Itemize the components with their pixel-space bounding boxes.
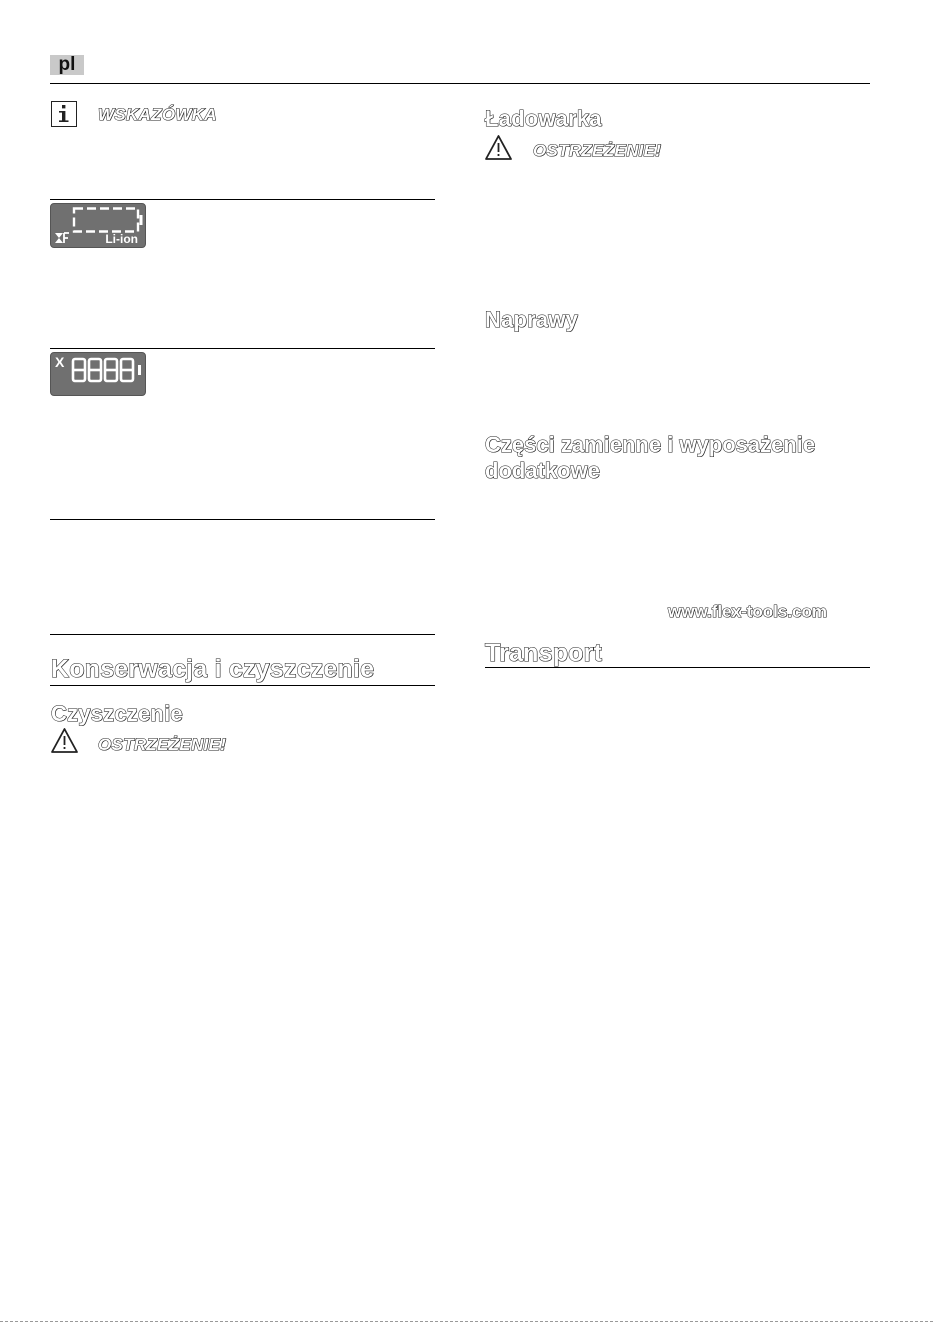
section-title-maintenance: Konserwacja i czyszczenie [51, 655, 375, 683]
section-title-charger: Ładowarka [485, 106, 602, 131]
divider-1 [50, 199, 435, 200]
subsection-title-cleaning: Czyszczenie [51, 701, 183, 726]
display1-label: Li-ion [105, 232, 138, 246]
section-title-transport: Transport [485, 639, 603, 667]
warning-triangle-icon [50, 727, 79, 754]
display2-label: X [55, 354, 65, 370]
section-rule-left [50, 685, 435, 686]
divider-4 [50, 634, 435, 635]
warning-label-left: OSTRZEŻENIE! [98, 735, 227, 754]
battery-charge-display-icon [50, 203, 146, 248]
section-rule-right [485, 667, 870, 668]
segment-display-icon [50, 352, 146, 396]
page-bottom-edge [0, 1321, 933, 1322]
warning-triangle-icon [484, 134, 513, 161]
section-title-spare-parts: Części zamienne i wyposażenie dodatkowe [485, 432, 816, 483]
warning-label-right: OSTRZEŻENIE! [533, 141, 662, 160]
section-title-repairs: Naprawy [485, 307, 579, 332]
divider-2 [50, 348, 435, 349]
language-tag: pl [50, 55, 84, 75]
note-label: WSKAZÓWKA [98, 105, 217, 124]
info-icon [51, 101, 77, 127]
website-link[interactable]: www.flex-tools.com [668, 602, 828, 621]
divider-3 [50, 519, 435, 520]
header-rule [50, 83, 870, 84]
